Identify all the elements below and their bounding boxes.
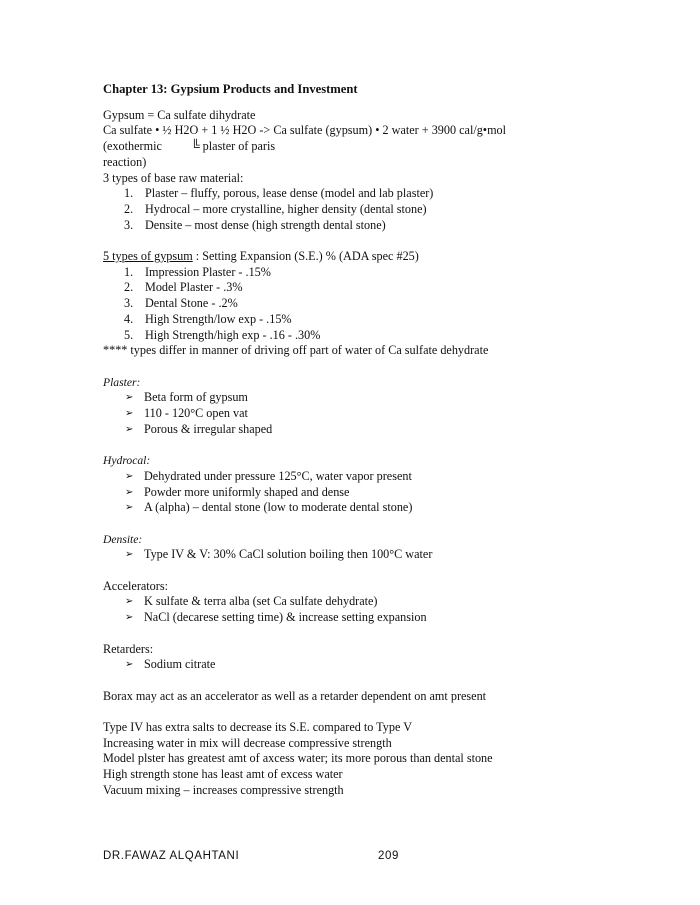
intro-equation: Ca sulfate • ½ H2O + 1 ½ H2O -> Ca sulfate (gypsum) • 2 water + 3900 cal/g•mol [103, 123, 507, 138]
gypsum-types-heading [103, 249, 663, 265]
footer-author: DR.FAWAZ ALQAHTANI [103, 850, 240, 862]
list-item: ➢ Porous & irregular shaped [125, 421, 273, 436]
arrow-bullet-icon: ➢ [125, 470, 134, 482]
list-item: 3. Dental Stone - .2% [124, 296, 238, 311]
intro-reaction-label: reaction) [103, 154, 147, 169]
arrow-bullet-icon: ➢ [125, 392, 134, 404]
gypsum-types-note: **** types differ in manner of driving off part of water of Ca sulfate dehydrate [103, 343, 489, 358]
list-item: ➢ Beta form of gypsum [125, 390, 248, 405]
list-item: ➢ NaCl (decarese setting time) & increase setting expansion [125, 610, 427, 625]
list-item: 1. Impression Plaster - .15% [124, 264, 271, 279]
fact-line: Increasing water in mix will decrease compressive strength [103, 735, 392, 750]
arrow-bullet-icon: ➢ [125, 502, 134, 514]
list-item: ➢ A (alpha) – dental stone (low to moderate dental stone) [125, 500, 413, 515]
accelerators-heading: Accelerators: [103, 578, 168, 593]
gypsum-types-list [103, 265, 663, 344]
arrow-bullet-icon: ➢ [125, 612, 134, 624]
hydrocal-heading: Hydrocal: [103, 454, 151, 468]
arrow-bullet-icon: ➢ [125, 408, 134, 420]
list-item: ➢ K sulfate & terra alba (set Ca sulfate dehydrate) [125, 594, 378, 609]
arrow-bullet-icon: ➢ [125, 659, 134, 671]
raw-material-heading: 3 types of base raw material: [103, 170, 244, 185]
raw-material-list [103, 186, 663, 233]
borax-note: Borax may act as an accelerator as well as a retarder dependent on amt present [103, 688, 487, 703]
intro-line-1: Gypsum = Ca sulfate dihydrate [103, 107, 256, 122]
retarders-list [103, 657, 663, 673]
arrow-bullet-icon: ➢ [125, 549, 134, 561]
densite-heading: Densite: [103, 532, 143, 546]
list-item: 2. Hydrocal – more crystalline, higher density (dental stone) [124, 201, 427, 216]
fact-line: High strength stone has least amt of excess water [103, 767, 343, 782]
intro-exothermic-row [103, 139, 663, 155]
list-item: 4. High Strength/low exp - .15% [124, 311, 292, 326]
list-item: 2. Model Plaster - .3% [124, 280, 243, 295]
list-item: ➢ 110 - 120°C open vat [125, 406, 248, 421]
list-item: ➢ Sodium citrate [125, 657, 216, 672]
arrow-bullet-icon: ➢ [125, 596, 134, 608]
gypsum-types-heading-underlined: 5 types of gypsum [103, 249, 193, 264]
plaster-list [103, 390, 663, 437]
densite-list [103, 547, 663, 563]
list-item: ➢ Type IV & V: 30% CaCl solution boiling then 100°C water [125, 547, 433, 562]
hydrocal-list [103, 469, 663, 516]
list-item: 1. Plaster – fluffy, porous, lease dense (model and lab plaster) [124, 186, 434, 201]
list-item: 5. High Strength/high exp - .16 - .30% [124, 327, 321, 342]
list-item: 3. Densite – most dense (high strength dental stone) [124, 217, 386, 232]
plaster-heading: Plaster: [103, 375, 141, 389]
arrow-bullet-icon: ➢ [125, 423, 134, 435]
arrow-bullet-icon: ➢ [125, 486, 134, 498]
page-content [103, 82, 663, 799]
retarders-heading: Retarders: [103, 641, 154, 656]
exothermic-label: (exothermic [103, 139, 162, 154]
page-number: 209 [378, 850, 399, 862]
plaster-of-paris-label: ╚ plaster of paris [191, 139, 276, 154]
chapter-title: Chapter 13: Gypsium Products and Investment [103, 82, 358, 96]
accelerators-list [103, 594, 663, 625]
fact-line: Vacuum mixing – increases compressive strength [103, 782, 344, 797]
fact-line: Type IV has extra salts to decrease its S.E. compared to Type V [103, 720, 412, 734]
list-item: ➢ Powder more uniformly shaped and dense [125, 484, 350, 499]
list-item: ➢ Dehydrated under pressure 125°C, water vapor present [125, 468, 412, 483]
fact-line: Model plster has greatest amt of axcess water; its more porous than dental stone [103, 751, 493, 766]
gypsum-types-heading-rest: : Setting Expansion (S.E.) % (ADA spec #25) [192, 249, 419, 264]
